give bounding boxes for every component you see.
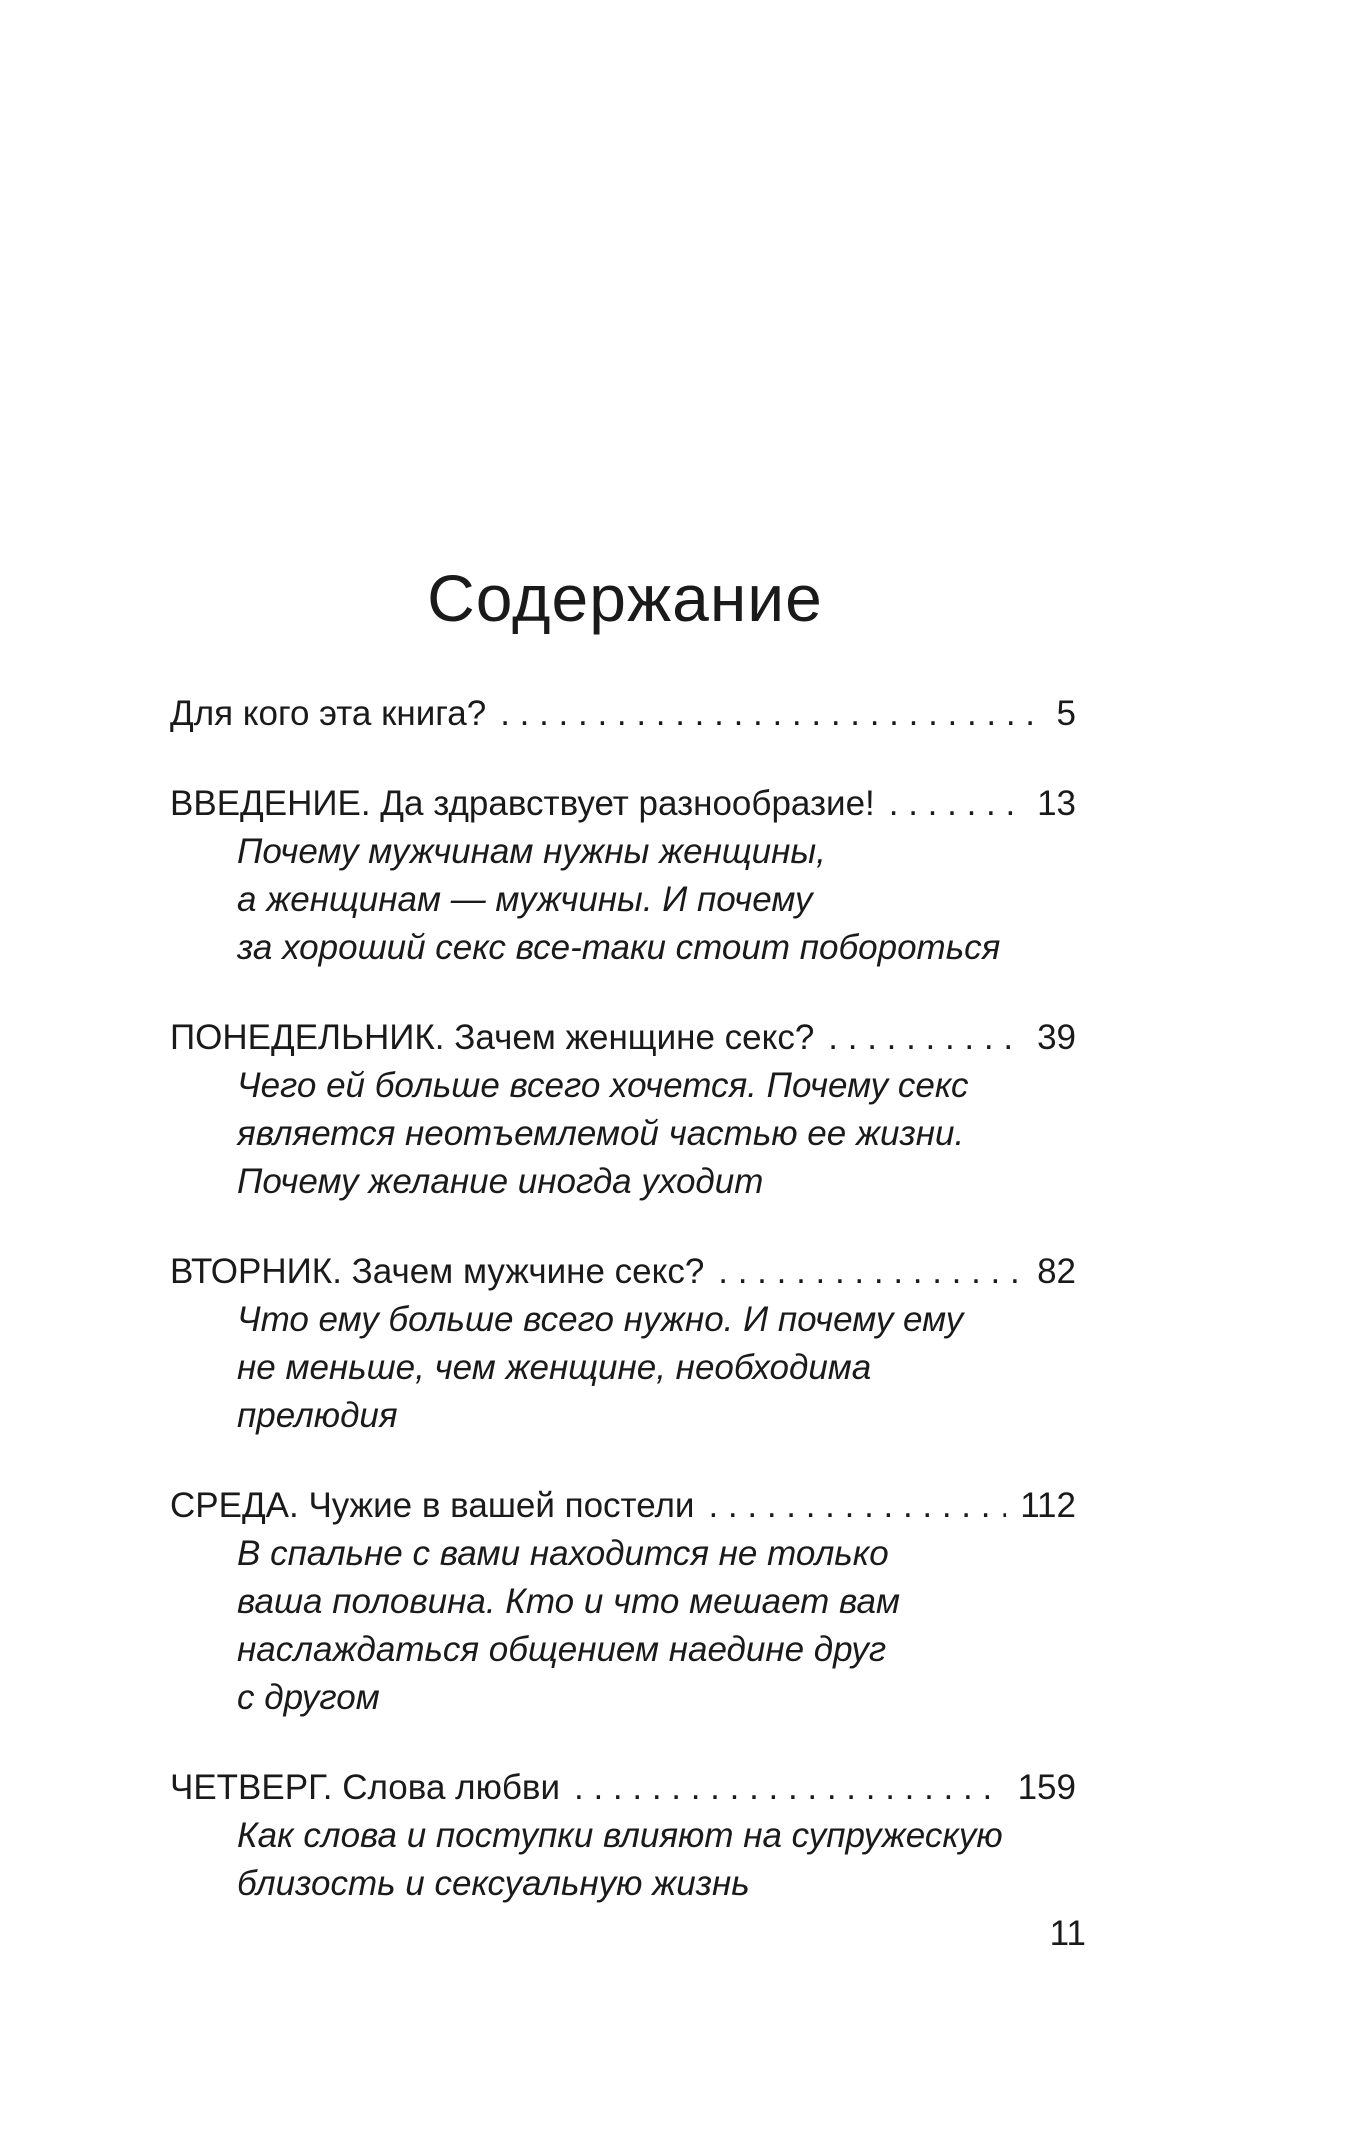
toc-entry-subtitle-line: Почему мужчинам нужны женщины, <box>237 832 826 871</box>
toc-entry-title: ПОНЕДЕЛЬНИК. Зачем женщине секс? <box>170 1018 815 1057</box>
dot-leader <box>708 1482 1006 1530</box>
toc-entry-page: 13 <box>1037 784 1076 823</box>
toc-entry-line[interactable] <box>170 1248 1076 1296</box>
toc-entry-title: Для кого эта книга? <box>170 694 487 733</box>
toc-entry <box>170 780 1076 972</box>
toc-entry-line[interactable] <box>170 1014 1076 1062</box>
dot-leader <box>889 780 1023 828</box>
toc-entry-line[interactable] <box>170 690 1076 738</box>
toc-entry-title: ВВЕДЕНИЕ. Да здравствует разнообразие! <box>170 784 875 823</box>
table-of-contents <box>170 690 1076 1950</box>
page-number: 11 <box>1049 1914 1086 1953</box>
toc-entry-subtitle-line: В спальне с вами находится не только <box>237 1534 889 1573</box>
toc-entry <box>170 1764 1076 1908</box>
toc-entry <box>170 1014 1076 1206</box>
toc-entry-title: ВТОРНИК. Зачем мужчине секс? <box>170 1252 705 1291</box>
toc-entry-subtitle-line: близость и сексуальную жизнь <box>237 1864 750 1903</box>
toc-entry-title: СРЕДА. Чужие в вашей постели <box>170 1486 695 1525</box>
toc-entry-line[interactable] <box>170 1764 1076 1812</box>
toc-entry-subtitle-line: Что ему больше всего нужно. И почему ему <box>237 1300 964 1339</box>
dot-leader <box>500 690 1042 738</box>
toc-entry-subtitle-line: Почему желание иногда уходит <box>237 1162 764 1201</box>
toc-entry <box>170 690 1076 738</box>
toc-entry-subtitle-line: Как слова и поступки влияют на супружескую <box>237 1816 1003 1855</box>
dot-leader <box>574 1764 1004 1812</box>
dot-leader <box>828 1014 1023 1062</box>
toc-entry-subtitle-line: не меньше, чем женщине, необходима <box>237 1348 872 1387</box>
toc-entry-page: 112 <box>1020 1486 1076 1525</box>
toc-entry-subtitle-line: прелюдия <box>237 1396 398 1435</box>
toc-entry-subtitle-line: Чего ей больше всего хочется. Почему секс <box>237 1066 969 1105</box>
dot-leader <box>718 1248 1023 1296</box>
toc-entry-subtitle-line: наслаждаться общением наедине друг <box>237 1630 887 1669</box>
toc-entry <box>170 1248 1076 1440</box>
toc-entry-page: 5 <box>1056 694 1076 733</box>
toc-entry-line[interactable] <box>170 1482 1076 1530</box>
toc-entry-subtitle-line: ваша половина. Кто и что мешает вам <box>237 1582 901 1621</box>
toc-entry-subtitle-line: за хороший секс все-таки стоит побороться <box>237 928 1001 967</box>
toc-entry-subtitle-line: а женщинам — мужчины. И почему <box>237 880 813 919</box>
toc-entry-page: 159 <box>1017 1768 1076 1807</box>
page-title: Содержание <box>427 561 823 636</box>
toc-entry-title: ЧЕТВЕРГ. Слова любви <box>170 1768 561 1807</box>
toc-entry-line[interactable] <box>170 780 1076 828</box>
toc-entry-page: 39 <box>1037 1018 1076 1057</box>
toc-entry <box>170 1482 1076 1722</box>
toc-entry-page: 82 <box>1037 1252 1076 1291</box>
toc-entry-subtitle-line: является неотъемлемой частью ее жизни. <box>237 1114 965 1153</box>
toc-entry-subtitle-line: с другом <box>237 1678 380 1717</box>
